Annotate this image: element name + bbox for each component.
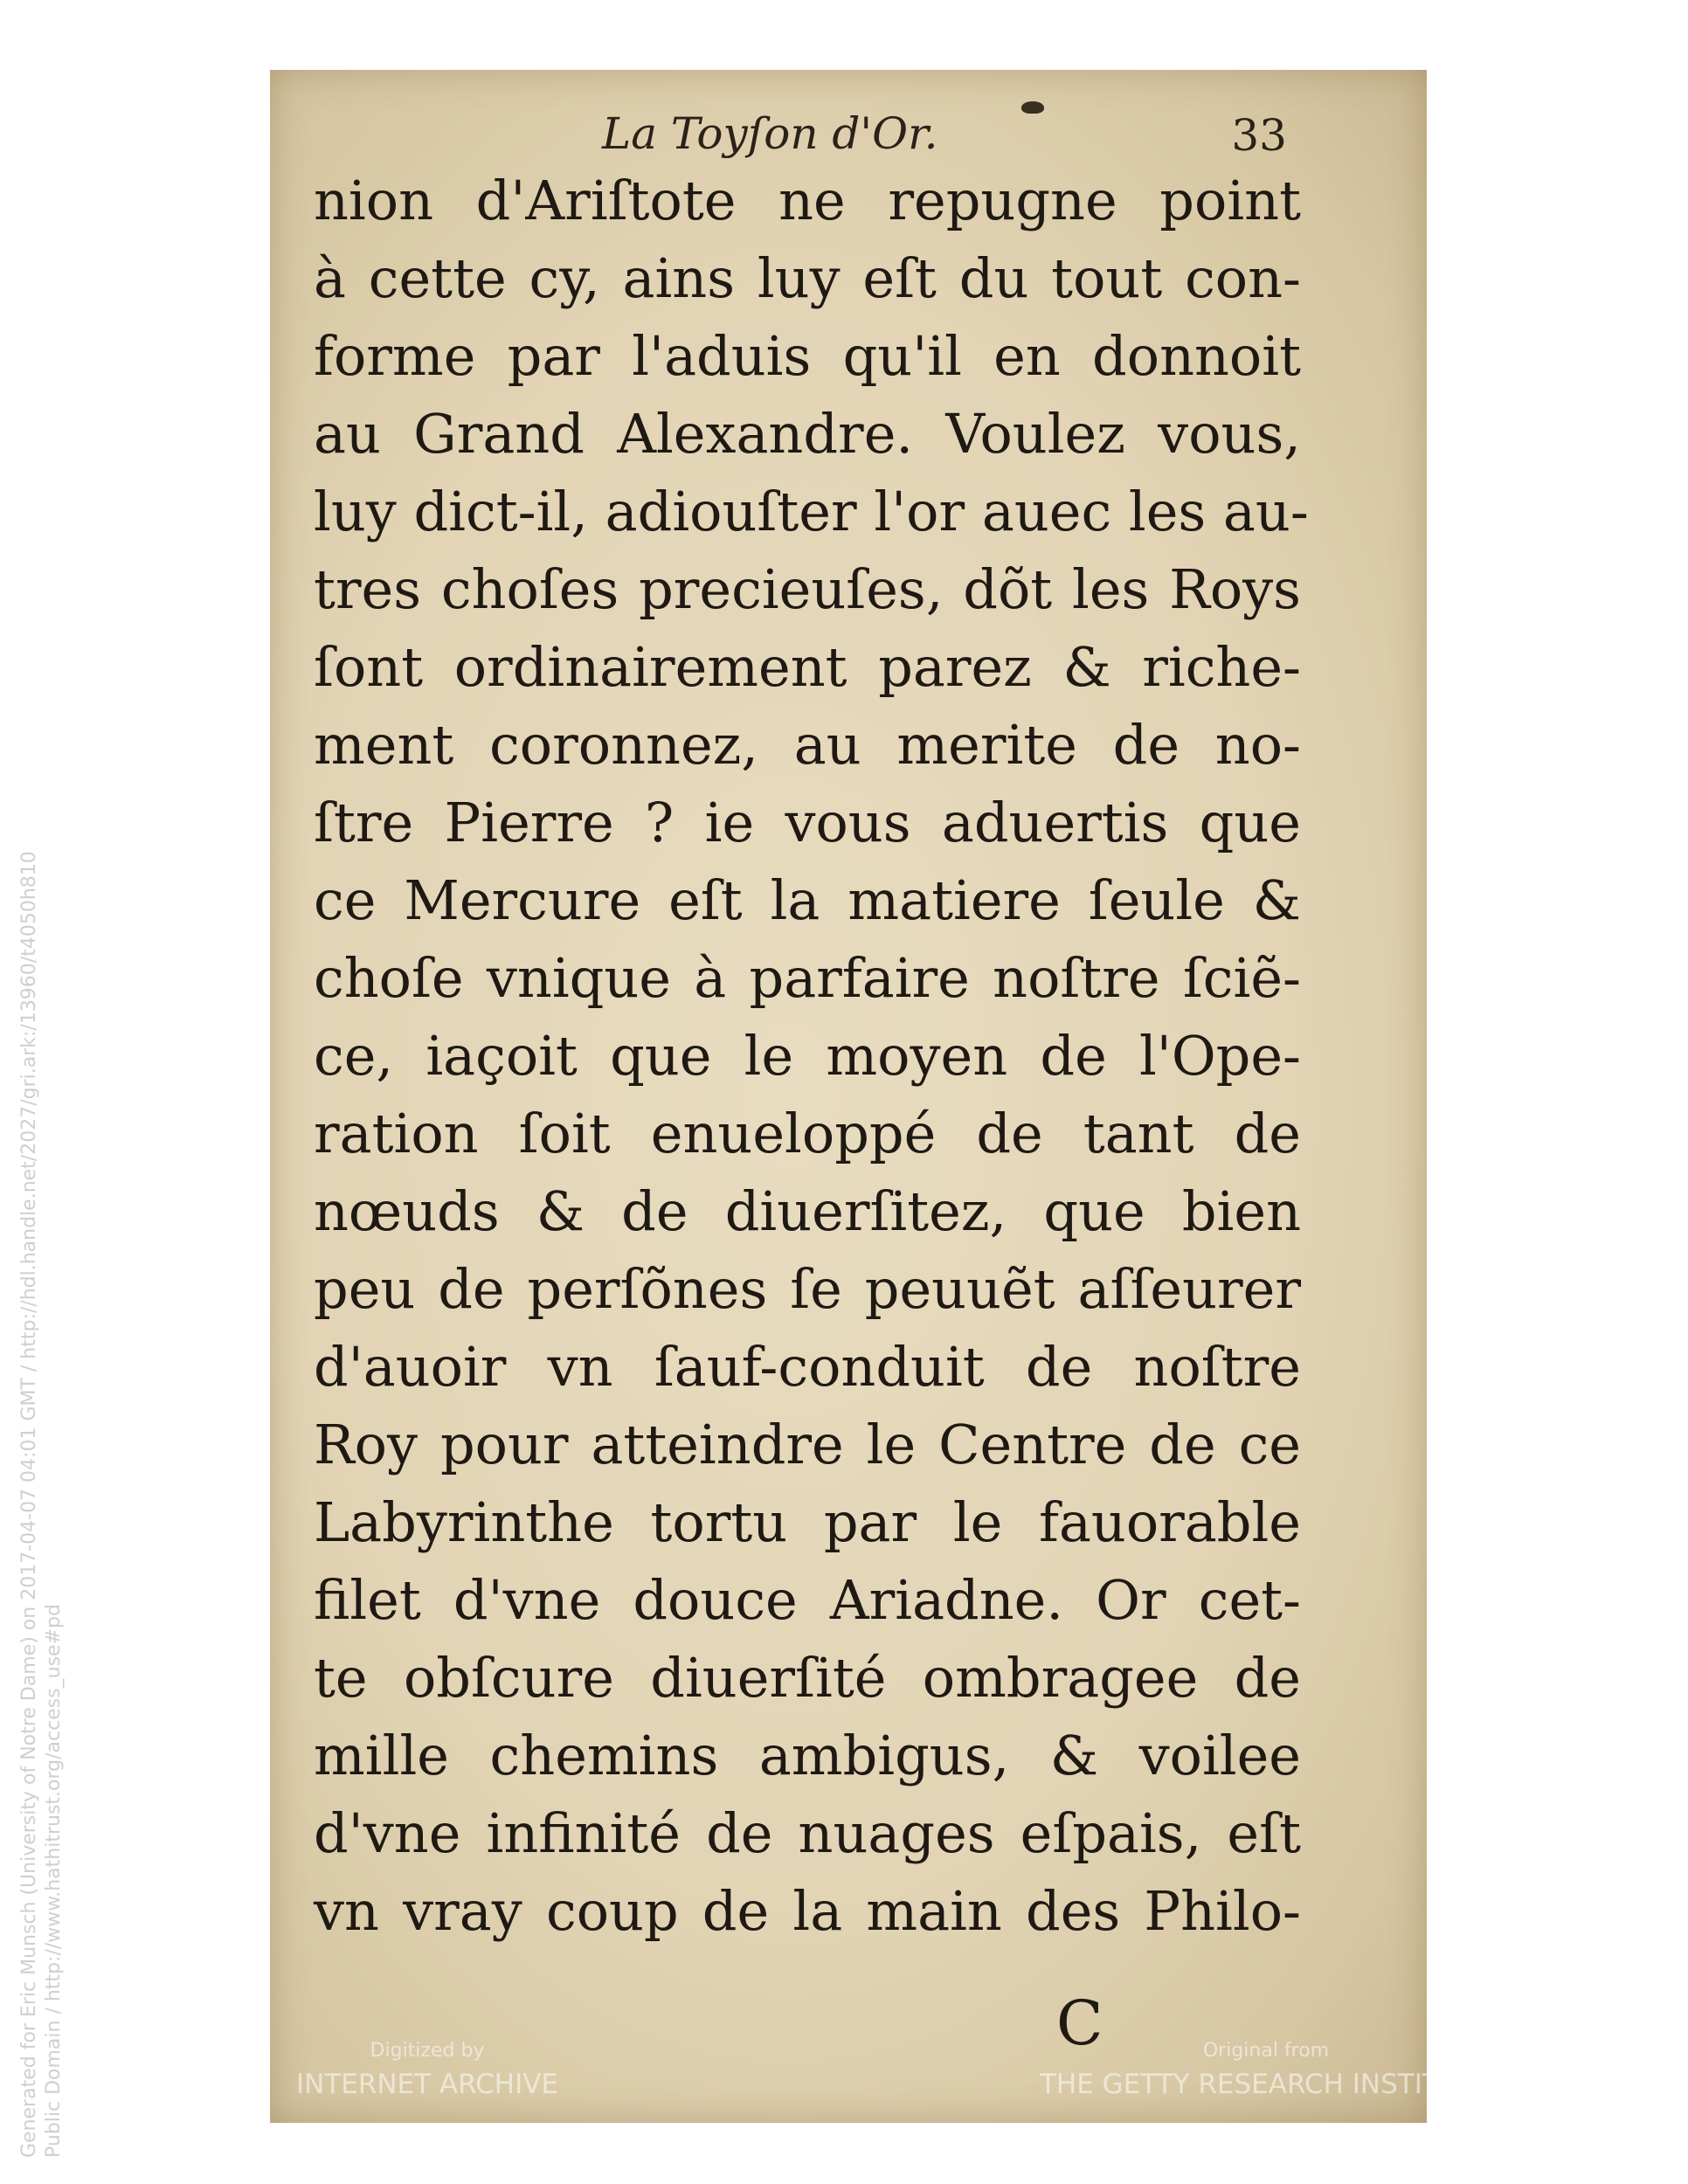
text-line: ment coronnez, au merite de no- <box>314 713 1301 777</box>
side-stamp-line-2: Public Domain / http://www.hathitrust.org/access_use#pd <box>43 1604 65 2158</box>
page-number: 33 <box>1231 110 1287 161</box>
text-line: nœuds & de diuerſitez, que bien <box>314 1179 1301 1243</box>
body-text <box>314 162 1309 1950</box>
text-line: nion d'Ariſtote ne repugne point <box>314 169 1301 232</box>
text-line: forme par l'aduis qu'il en donnoit <box>314 324 1301 388</box>
catchword: C <box>1056 1987 1103 2059</box>
original-from-credit <box>1030 2040 1502 2100</box>
text-line: peu de perſõnes ſe peuuẽt aſſeurer <box>314 1257 1301 1321</box>
book-page <box>270 70 1493 2123</box>
text-line: au Grand Alexandre. Voulez vous, <box>314 402 1301 466</box>
text-line: te obſcure diuerſité ombragee de <box>314 1646 1301 1710</box>
text-line: à cette cy, ains luy eſt du tout con- <box>314 246 1301 310</box>
digitized-by-label: Digitized by <box>370 2040 485 2062</box>
text-line: Labyrinthe tortu par le fauorable <box>314 1490 1301 1554</box>
text-line: ce Mercure eſt la matiere ſeule & <box>314 868 1301 932</box>
digitized-by-credit <box>287 2040 567 2100</box>
text-line: ration ſoit enueloppé de tant de <box>314 1102 1301 1165</box>
text-line: vn vray coup de la main des Philo- <box>314 1879 1301 1943</box>
internet-archive-label: INTERNET ARCHIVE <box>295 2069 559 2100</box>
text-line: filet d'vne douce Ariadne. Or cet- <box>314 1568 1301 1632</box>
side-stamp <box>17 847 66 2158</box>
text-line: ſtre Pierre ? ie vous aduertis que <box>314 791 1301 854</box>
text-line: choſe vnique à parfaire noſtre ſciẽ- <box>314 946 1301 1010</box>
running-title: La Toyſon d'Or. <box>602 108 938 159</box>
original-from-label: Original from <box>1202 2040 1330 2062</box>
text-line: d'vne infinité de nuages eſpais, eſt <box>314 1801 1301 1865</box>
page-header <box>602 101 1287 171</box>
text-line: Roy pour atteindre le Centre de ce <box>314 1413 1301 1476</box>
text-line: luy dict-il, adiouſter l'or auec les au- <box>314 480 1309 543</box>
text-line: d'auoir vn ſauf-conduit de noſtre <box>314 1335 1301 1399</box>
text-line: mille chemins ambigus, & voilee <box>314 1724 1301 1787</box>
text-line: tres choſes precieuſes, dõt les Roys <box>314 557 1301 621</box>
text-line: ce, iaçoit que le moyen de l'Ope- <box>314 1024 1301 1088</box>
text-line: ſont ordinairement parez & riche- <box>314 635 1301 699</box>
ornament-mark <box>1021 101 1044 114</box>
side-stamp-line-1: Generated for Eric Munsch (University of Notre Dame) on 2017-04-07 04:01 GMT / http://hdl.handle.net/2027/gri.ark:/13960/t4050h810 <box>18 851 40 2158</box>
getty-institute-label: THE GETTY RESEARCH INSTITUTE <box>1039 2069 1493 2100</box>
